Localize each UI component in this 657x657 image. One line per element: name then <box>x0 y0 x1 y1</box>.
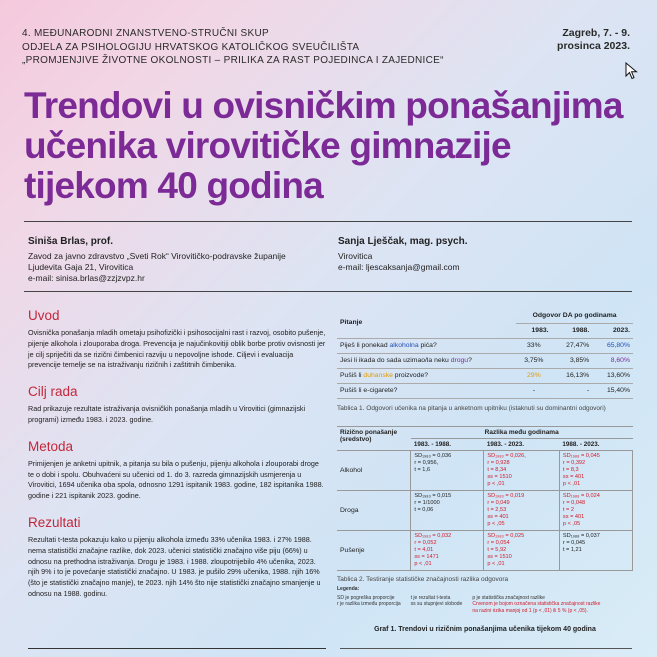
divider <box>24 221 632 222</box>
question-text: pića? <box>418 342 437 349</box>
legend-columns <box>337 595 633 615</box>
stats-cell <box>484 530 560 570</box>
stat-line: SD₁₉₈₈ = 0,024 <box>562 492 600 499</box>
mouse-pointer-icon <box>625 62 639 80</box>
value-cell: 8,60% <box>592 353 633 368</box>
stat-line: t = 4,01 <box>414 546 434 553</box>
title-line: Trendovi u ovisničkim ponašanjima <box>24 85 623 126</box>
section-intro <box>28 308 326 371</box>
author-name: Siniša Brlas, prof. <box>28 236 114 247</box>
date-line: Zagreb, 7. - 9. <box>562 27 630 39</box>
stat-line: SD₁₉₈₃ = 0,032 <box>414 532 452 539</box>
value-cell: 16,13% <box>552 368 593 383</box>
author-email: e-mail: sinisa.brlas@zzjzvpz.hr <box>28 273 145 283</box>
conference-line: „PROMJENJIVE ŽIVOTNE OKOLNOSTI – PRILIKA ZA RAST POJEDINCA I ZAJEDNICE“ <box>22 55 444 66</box>
stat-line: r = 0,045 <box>562 539 586 546</box>
legend-item: t je rezultat t-testa <box>410 594 451 601</box>
stat-line: t = 2 <box>562 506 574 513</box>
value-cell: 27,47% <box>552 338 593 353</box>
stat-line: ss = 1510 <box>487 473 512 480</box>
left-column <box>28 308 326 613</box>
title-line: tijekom 40 godina <box>24 165 323 206</box>
question-text: ? <box>468 357 472 364</box>
stat-line: r = 0,049 <box>487 499 510 506</box>
stat-line: ss = 401 <box>487 513 509 520</box>
stat-line: SD₁₉₈₃ = 0,025 <box>487 532 525 539</box>
stat-line: t = 0,06 <box>414 506 434 513</box>
stat-line: SD₁₉₈₈ = 0,037 <box>562 532 600 539</box>
stats-cell <box>559 530 632 570</box>
section-aim <box>28 384 326 426</box>
value-cell: 15,40% <box>592 383 633 398</box>
table-body <box>337 338 633 398</box>
stats-cell <box>559 450 632 490</box>
section-text: Primijenjen je anketni upitnik, a pitanja su bila o pušenju, pijenju alkohola i zlouporabi droge te o dobi i spolu. Obuhvaćeni su učenici od 1. do 3. razreda gimnazijskih usmjerenja u Virovitici, 1694 učenika oba spola, odnosno 1291 ispitanik 1983. godine, 182 ispitanika 1988. godine i 221 ispitanik 2023. godine. <box>28 458 324 501</box>
stat-line: SD₁₉₈₃ = 0,026, <box>487 452 526 459</box>
stat-line: ss = 401 <box>562 513 585 520</box>
stat-line: SD₁₉₈₃ = 0,015 <box>414 492 452 499</box>
stat-line: r = 0,054 <box>487 539 510 546</box>
divider <box>28 648 326 649</box>
stats-cell <box>559 490 632 530</box>
value-cell: 29% <box>516 368 551 383</box>
stat-line: r = 0,956, <box>414 459 439 466</box>
conference-date <box>557 27 630 53</box>
stat-line: t = 8,3 <box>562 466 579 473</box>
table-header-year: 2023. <box>592 323 633 338</box>
stats-cell <box>411 530 484 570</box>
section-heading: Metoda <box>28 438 74 454</box>
table-header-question: Pitanje <box>337 308 516 338</box>
stat-line: p < ,01 <box>562 480 581 487</box>
section-text: Rezultati t-testa pokazuju kako u pijenju alkohola između 33% učenika 1983. i 27% 1988. nema statistički značajne razlike, dok 2023. učenici statistički značajno više piju (66%) u odnosu na prethodna istraživanja. Drogu je 1983. i 1988. zloupotrijebilo 4% učenika, 2023. njih 9% i to je povećanje statistički značajno. U 1983. je pušilo 29% učenika, 1988. njih 16% (što je statistički značajno manje), te 2023. njih 14% što nije statistički značajno smanjenje u odnosu na 1988. godinu. <box>28 534 321 598</box>
stats-cell <box>411 490 484 530</box>
section-heading: Rezultati <box>28 514 81 530</box>
legend-column <box>472 595 602 615</box>
table-header-group: Razlika među godinama <box>411 426 633 438</box>
author-block <box>338 236 468 273</box>
significance-table <box>337 426 633 571</box>
stats-cell <box>411 450 484 490</box>
section-heading: Uvod <box>28 308 60 323</box>
table-row <box>337 450 633 490</box>
value-cell: 3,75% <box>516 353 551 368</box>
behavior-cell: Alkohol <box>337 450 411 490</box>
table-header-period: 1983. - 1988. <box>411 438 484 450</box>
value-cell: 13,60% <box>592 368 633 383</box>
stat-line: r = 0,052 <box>414 539 437 546</box>
table-row <box>337 530 633 570</box>
legend-column <box>411 595 463 615</box>
table-row <box>337 368 633 383</box>
value-cell: - <box>516 383 551 398</box>
author-city: Virovitica <box>338 251 373 261</box>
graph-title: Graf 1. Trendovi u rizičnim ponašanjima učenika tijekom 40 godina <box>374 626 596 633</box>
table-row <box>337 338 633 353</box>
conference-header <box>22 27 444 68</box>
author-affiliation: Zavod za javno zdravstvo „Sveti Rok“ Virovitičko-podravske županije <box>28 251 286 261</box>
question-text: Pušiš li e-cigarete? <box>340 387 398 394</box>
title-line: učenika virovitičke gimnazije <box>24 125 511 166</box>
section-text: Ovisnička ponašanja mladih ometaju psihofizički i psihosocijalni rast i razvoj, osobito pušenje, pijenje alkohola i zlouporaba droga. Prevencija je najučinkovitiji oblik borbe protiv ovisnosti jer je cilj spriječiti da se rizični čimbenici razviju u nepovoljne ishode. Ciljevi i evaluacija prevencije temelje se na istraživanju rizičnih i zaštitnih čimbenika. <box>28 328 326 370</box>
right-column <box>337 308 633 633</box>
stat-line: SD₁₉₈₃ = 0,036 <box>414 452 452 459</box>
value-cell: - <box>552 383 593 398</box>
table-body <box>337 450 633 570</box>
stat-line: p < ,01 <box>487 480 505 487</box>
divider <box>340 648 632 649</box>
value-cell: 3,85% <box>552 353 593 368</box>
legend-item: Crvenom je bojom označena statistička značajnost razlike na razini rizika manjoj od 1 (p < ,01) ili 5 % (p < ,05). <box>472 601 601 614</box>
behavior-cell: Pušenje <box>337 530 411 570</box>
section-text: Rad prikazuje rezultate istraživanja ovisničkih ponašanja mladih u Virovitici (gimnazijski programi) između 1983. i 2023. godine. <box>28 404 306 424</box>
behavior-cell: Droga <box>337 490 411 530</box>
conference-line: 4. MEĐUNARODNI ZNANSTVENO-STRUČNI SKUP <box>22 28 269 39</box>
stat-line: r = 0,392 <box>562 459 586 466</box>
stat-line: r = 0,928 <box>487 459 510 466</box>
stat-line: t = 5,92 <box>487 546 507 553</box>
stat-line: ss = 1471 <box>414 553 439 560</box>
legend-item: p je statistička značajnost razlike <box>472 594 545 601</box>
legend-column <box>337 595 401 615</box>
table-header-year: 1983. <box>516 323 551 338</box>
value-cell: 33% <box>516 338 551 353</box>
table-row <box>337 490 633 530</box>
question-cell <box>337 353 516 368</box>
stat-line: SD₁₉₈₃ = 0,019 <box>487 492 525 499</box>
question-text: proizvode? <box>392 372 429 379</box>
question-text: Pušiš li <box>340 372 364 379</box>
question-cell <box>337 383 516 398</box>
legend-item: SD je pogreška proporcije <box>337 594 395 601</box>
date-line: prosinca 2023. <box>557 40 630 52</box>
stat-line: p < ,01 <box>487 560 505 567</box>
table-row <box>337 383 633 398</box>
conference-line: ODJELA ZA PSIHOLOGIJU HRVATSKOG KATOLIČKOG SVEUČILIŠTA <box>22 41 360 53</box>
author-email: e-mail: ljescaksanja@gmail.com <box>338 262 460 272</box>
stat-line: t = 1,21 <box>562 546 582 553</box>
stat-line: t = 8,34 <box>487 466 507 473</box>
table-row <box>337 353 633 368</box>
stat-line: p < ,01 <box>414 560 432 567</box>
legend-title: Legenda: <box>337 585 360 592</box>
table-header-period: 1983. - 2023. <box>484 438 560 450</box>
stat-line: t = 1,6 <box>414 466 431 473</box>
author-block <box>28 236 286 284</box>
author-name: Sanja Lješčak, mag. psych. <box>338 236 468 247</box>
stat-line: r = 0,048 <box>562 499 586 506</box>
table-header-behavior: Rizično ponašanje (sredstvo) <box>337 426 411 450</box>
table-legend <box>337 586 633 615</box>
table-header-group: Odgovor DA po godinama <box>516 308 633 323</box>
table-caption: Tablica 2. Testiranje statističke značajnosti razlika odgovora <box>337 575 509 583</box>
question-cell <box>337 338 516 353</box>
question-keyword: duhanske <box>363 372 393 379</box>
stat-line: SD₁₉₈₈ = 0,045 <box>562 452 600 459</box>
poster-title <box>24 86 634 206</box>
table-header-year: 1988. <box>552 323 593 338</box>
stat-line: ss = 1510 <box>487 553 512 560</box>
stats-cell <box>484 490 560 530</box>
section-results <box>28 515 326 600</box>
table-header-period: 1988. - 2023. <box>559 438 632 450</box>
question-cell <box>337 368 516 383</box>
legend-item: r je razlika između proporcija <box>337 601 401 607</box>
divider <box>24 291 632 292</box>
stats-cell <box>484 450 560 490</box>
stat-line: p < ,05 <box>562 520 581 527</box>
stat-line: t = 2,53 <box>487 506 507 513</box>
section-heading: Cilj rada <box>28 384 78 400</box>
table-caption: Tablica 1. Odgovori učenika na pitanja u anketnom upitniku (istaknuti su dominantni odgovori) <box>337 404 606 412</box>
stat-line: p < ,05 <box>487 520 505 527</box>
value-cell: 65,80% <box>592 338 633 353</box>
legend-item: ss su stupnjevi slobode <box>410 601 463 607</box>
question-keyword: drogu <box>450 357 469 364</box>
answers-table <box>337 308 633 399</box>
stat-line: r = 1/1000 <box>414 499 440 506</box>
question-text: Piješ li ponekad <box>340 342 390 349</box>
question-keyword: alkoholna <box>389 342 419 349</box>
section-method <box>28 439 326 502</box>
author-address: Ljudevita Gaja 21, Virovitica <box>28 262 134 272</box>
stat-line: ss = 401 <box>562 473 585 480</box>
question-text: Jesi li ikada do sada uzimao/la neku <box>340 357 451 364</box>
